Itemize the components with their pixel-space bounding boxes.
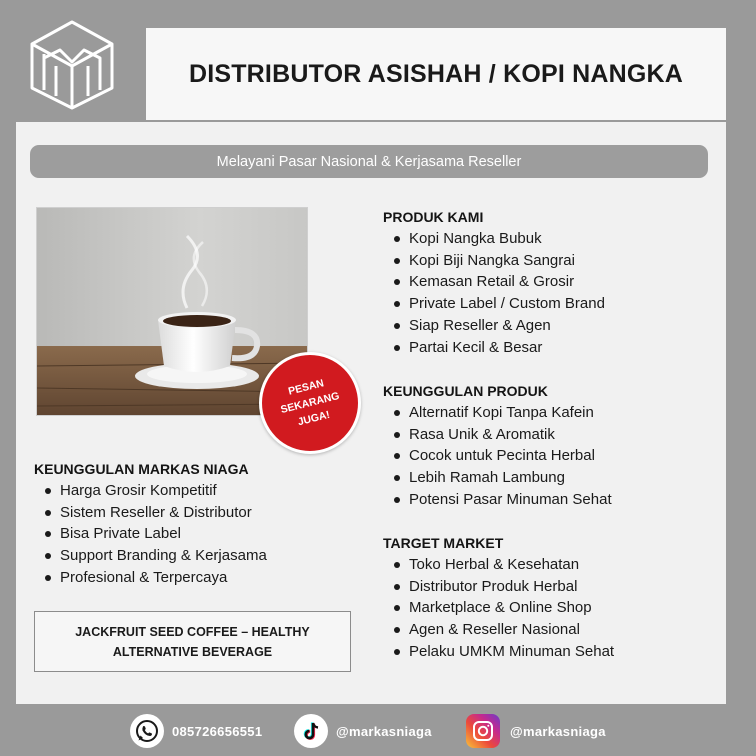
banner xyxy=(30,145,708,178)
tiktok-icon xyxy=(294,714,328,748)
tagline-text: JACKFRUIT SEED COFFEE – HEALTHY ALTERNATIVE BEVERAGE xyxy=(75,624,310,659)
list-item: Pelaku UMKM Minuman Sehat xyxy=(383,641,614,663)
keunggulan-markas-section xyxy=(34,460,267,589)
keunggulan-markas-list xyxy=(34,480,267,589)
banner-text: Melayani Pasar Nasional & Kerjasama Reseller xyxy=(216,153,522,170)
list-item: Partai Kecil & Besar xyxy=(383,337,605,359)
list-item: Toko Herbal & Kesehatan xyxy=(383,554,614,576)
list-item: Kopi Biji Nangka Sangrai xyxy=(383,250,605,272)
keunggulan-produk-heading: KEUNGGULAN PRODUK xyxy=(383,383,548,399)
list-item: Lebih Ramah Lambung xyxy=(383,467,612,489)
produk-list xyxy=(383,228,605,358)
footer-whatsapp[interactable] xyxy=(130,714,262,748)
list-item: Bisa Private Label xyxy=(34,523,267,545)
list-item: Cocok untuk Pecinta Herbal xyxy=(383,445,612,467)
title-box xyxy=(146,28,726,120)
produk-section xyxy=(383,208,605,358)
list-item: Kopi Nangka Bubuk xyxy=(383,228,605,250)
list-item: Support Branding & Kerjasama xyxy=(34,545,267,567)
order-now-badge-text: PESAN SEKARANG JUGA! xyxy=(279,377,341,429)
markas-niaga-logo-icon xyxy=(26,18,118,110)
footer-tiktok[interactable] xyxy=(294,714,432,748)
instagram-icon xyxy=(466,714,500,748)
keunggulan-markas-heading: KEUNGGULAN MARKAS NIAGA xyxy=(34,461,249,477)
list-item: Kemasan Retail & Grosir xyxy=(383,271,605,293)
instagram-handle: @markasniaga xyxy=(510,723,606,739)
target-market-heading: TARGET MARKET xyxy=(383,535,504,551)
phone-number: 085726656551 xyxy=(172,723,263,739)
target-market-list xyxy=(383,554,614,663)
list-item: Agen & Reseller Nasional xyxy=(383,619,614,641)
list-item: Siap Reseller & Agen xyxy=(383,315,605,337)
order-now-badge[interactable] xyxy=(259,352,361,454)
list-item: Rasa Unik & Aromatik xyxy=(383,424,612,446)
whatsapp-icon xyxy=(130,714,164,748)
list-item: Potensi Pasar Minuman Sehat xyxy=(383,489,612,511)
list-item: Distributor Produk Herbal xyxy=(383,576,614,598)
target-market-section xyxy=(383,534,614,663)
page-title: DISTRIBUTOR ASISHAH / KOPI NANGKA xyxy=(188,59,684,88)
footer-instagram[interactable] xyxy=(466,714,606,748)
tagline-box xyxy=(34,611,351,672)
tiktok-handle: @markasniaga xyxy=(336,723,432,739)
keunggulan-produk-list xyxy=(383,402,612,511)
list-item: Marketplace & Online Shop xyxy=(383,597,614,619)
produk-heading: PRODUK KAMI xyxy=(383,209,484,225)
list-item: Private Label / Custom Brand xyxy=(383,293,605,315)
list-item: Alternatif Kopi Tanpa Kafein xyxy=(383,402,612,424)
list-item: Sistem Reseller & Distributor xyxy=(34,502,267,524)
list-item: Harga Grosir Kompetitif xyxy=(34,480,267,502)
list-item: Profesional & Terpercaya xyxy=(34,567,267,589)
keunggulan-produk-section xyxy=(383,382,612,511)
